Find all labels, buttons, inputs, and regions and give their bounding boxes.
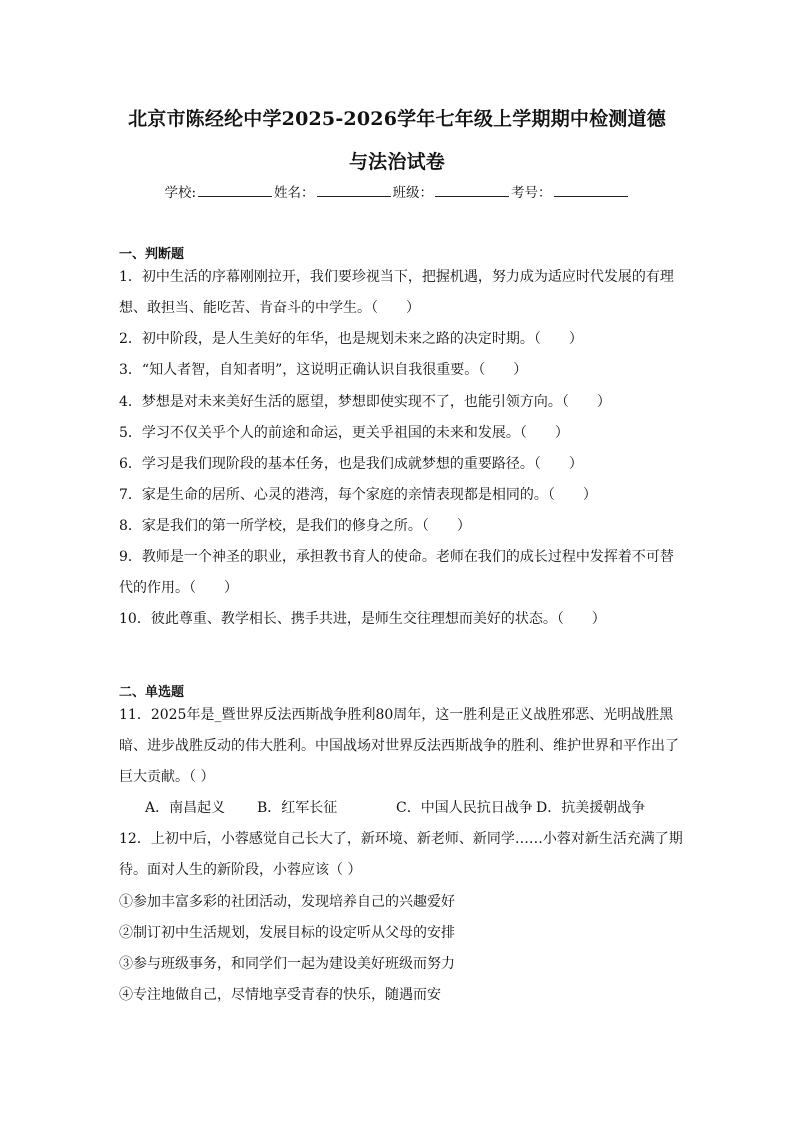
option-c[interactable]: C．中国人民抗日战争 xyxy=(396,800,533,816)
question-1-line-2: 想、敢担当、能吃苦、肯奋斗的中学生。（ ） xyxy=(119,300,420,316)
section-title-single-choice: 二、单选题 xyxy=(119,685,185,700)
school-label: 学校: xyxy=(164,185,197,201)
question-7: 7．家是生命的居所、心灵的港湾，每个家庭的亲情表现都是相同的。（ ） xyxy=(119,487,597,503)
question-9-line-1: 9．教师是一个神圣的职业，承担教书育人的使命。老师在我们的成长过程中发挥着不可替 xyxy=(119,549,674,565)
question-11-line-1: 11．2025年是_暨世界反法西斯战争胜利80周年，这一胜利是正义战胜邪恶、光明战胜黑 xyxy=(119,707,674,723)
exam-title-line1: 北京市陈经纶中学2025-2026学年七年级上学期期中检测道德 xyxy=(128,108,666,130)
option-a[interactable]: A．南昌起义 xyxy=(145,800,226,816)
question-1-line-1: 1．初中生活的序幕刚刚拉开，我们要珍视当下，把握机遇，努力成为适应时代发展的有理 xyxy=(119,269,674,285)
question-11-options xyxy=(145,798,715,818)
question-12-choice-1: ①参加丰富多彩的社团活动，发现培养自己的兴趣爱好 xyxy=(119,894,455,910)
question-8: 8．家是我们的第一所学校，是我们的修身之所。（ ） xyxy=(119,518,471,534)
exam-title-line2: 与法治试卷 xyxy=(348,151,445,173)
student-info-row xyxy=(0,181,794,201)
question-2: 2．初中阶段，是人生美好的年华，也是规划未来之路的决定时期。（ ） xyxy=(119,331,583,347)
question-6: 6．学习是我们现阶段的基本任务，也是我们成就梦想的重要路径。（ ） xyxy=(119,456,583,472)
question-9-line-2: 代的作用。（ ） xyxy=(119,580,238,596)
question-5: 5．学习不仅关乎个人的前途和命运，更关乎祖国的未来和发展。（ ） xyxy=(119,425,569,441)
name-label: 姓名： xyxy=(274,185,315,201)
question-12-choice-2: ②制订初中生活规划，发展目标的设定听从父母的安排 xyxy=(119,925,455,941)
class-label: 班级： xyxy=(392,185,434,201)
question-12-line-1: 12．上初中后，小蓉感觉自己长大了，新环境、新老师、新同学……小蓉对新生活充满了期 xyxy=(119,831,683,847)
class-blank[interactable] xyxy=(435,184,509,197)
section-title-judgement: 一、判断题 xyxy=(119,247,185,262)
school-blank[interactable] xyxy=(198,184,272,197)
question-12-choice-4: ④专注地做自己，尽情地享受青春的快乐，随遇而安 xyxy=(119,987,441,1003)
exam-no-label: 考号： xyxy=(511,185,552,201)
exam-no-blank[interactable] xyxy=(554,184,628,197)
question-10: 10．彼此尊重、教学相长、携手共进，是师生交往理想而美好的状态。（ ） xyxy=(119,611,606,627)
question-4: 4．梦想是对未来美好生活的愿望，梦想即使实现不了，也能引领方向。（ ） xyxy=(119,394,611,410)
question-12-choice-3: ③参与班级事务，和同学们一起为建设美好班级而努力 xyxy=(119,956,455,972)
question-11-line-3: 巨大贡献。（ ） xyxy=(119,769,215,785)
option-b[interactable]: B．红军长征 xyxy=(257,800,338,816)
question-3: 3．“知人者智，自知者明”，这说明正确认识自我很重要。（ ） xyxy=(119,362,528,378)
question-12-line-2: 待。面对人生的新阶段，小蓉应该（ ） xyxy=(119,862,362,878)
option-d[interactable]: D．抗美援朝战争 xyxy=(536,800,646,816)
question-11-line-2: 暗、进步战胜反动的伟大胜利。中国战场对世界反法西斯战争的胜利、维护世界和平作出了 xyxy=(119,738,679,754)
name-blank[interactable] xyxy=(317,184,391,197)
